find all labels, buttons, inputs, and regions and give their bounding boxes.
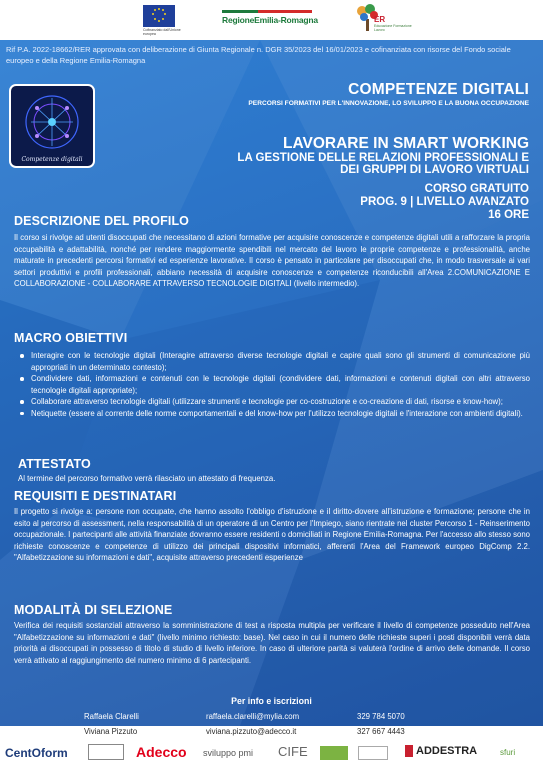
section-title-obiettivi: MACRO OBIETTIVI [14, 331, 128, 345]
section-text-attestato: Al termine del percorso formativo verrà rilasciato un attestato di frequenza. [18, 474, 276, 483]
partner-logo-small [88, 744, 124, 760]
list-item: Netiquette (essere al corrente delle norme comportamentali e del know-how per l'utilizzo tecnologie digitali e l'interazione con ambienti digitali). [20, 408, 530, 420]
section-text-selezione: Verifica dei requisiti sostanziali attraverso la somministrazione di test a risposta multipla per verificare il livello di competenze posseduto nell'Area "Alfabetizzazione su informazioni e dati" (livello minimo richiesto: base). Nel caso in cui il numero delle richieste superi i posti disponibili verrà data priorità ai disoccupati in possesso di titolo di studio di livello inferiore. In caso di ulteriore parità si valuterà l'ordine di arrivo delle domande. Il corso verrà attivato al raggiungimento del numero minimo di 6 partecipanti. [14, 621, 530, 665]
centoform-logo: CentOform [5, 746, 68, 760]
section-title-requisiti: REQUISITI E DESTINATARI [14, 489, 177, 503]
project-reference: Rif P.A. 2022-18662/RER approvata con deliberazione di Giunta Regionale n. DGR 35/2023 del 16/01/2023 e cofinanziata con risorse del Fondo sociale europeo e della Regione Emilia-Romagna [6, 45, 511, 65]
list-item: Interagire con le tecnologie digitali (Interagire attraverso diverse tecnologie digitali e capire quali sono gli strumenti di comunicazione più appropriati in un determinato contesto); [20, 350, 530, 373]
list-item: Collaborare attraverso tecnologie digitali (utilizzare strumenti e tecnologie per co-costruzione e co-creazione di dati, risorse e know-how); [20, 396, 530, 408]
contact-phone-1[interactable]: 329 784 5070 [357, 712, 405, 721]
course-hours: 16 ORE [488, 209, 529, 221]
er-subtitle: Educazione Formazione Lavoro [374, 24, 412, 32]
er-mark: ER [374, 15, 386, 24]
objectives-list [20, 350, 530, 420]
footer-logos [0, 726, 543, 768]
partner-logo-box [358, 746, 388, 760]
circuit-brain-icon [11, 86, 93, 166]
sviluppo-pmi-logo: sviluppo pmi [203, 748, 254, 758]
contact-email-1[interactable]: raffaela.clarelli@mylia.com [206, 712, 300, 721]
section-text-profilo: Il corso si rivolge ad utenti disoccupati che necessitano di azioni formative per acquisire conoscenze e competenze digitali utili a rafforzare la propria occupabilità e adattabilità, nonché per rendere maggiormente spendibili nel mercato del lavoro le proprie competenze e professionalità, anche maturate in precedenti percorsi formativi ed esperienze lavorative. Il corso è pensato in particolare per disoccupati che, in modo trasversale ai vari settori produttivi e profili professionali, abbiano necessità di acquisire conoscenze e competenze riconducibili all'Area 2.COMUNICAZIONE E COLLABORAZIONE - COLLABORARE ATTRAVERSO TECNOLOGIE DIGITALI (livello intermedio). [14, 233, 530, 289]
regione-emilia-romagna-logo: RegioneEmilia-Romagna [222, 15, 318, 25]
er-logo [355, 3, 415, 35]
section-title-attestato: ATTESTATO [18, 457, 91, 471]
flyer-body [0, 40, 543, 726]
headline-main: COMPETENZE DIGITALI [348, 81, 529, 98]
course-subtitle-line-1: LA GESTIONE DELLE RELAZIONI PROFESSIONALI E [237, 152, 529, 164]
adecco-logo: Adecco [136, 744, 187, 760]
header-logos [0, 0, 543, 40]
contact-name-2: Viviana Pizzuto [84, 727, 138, 736]
course-title: LAVORARE IN SMART WORKING [283, 135, 529, 152]
course-level: PROG. 9 | LIVELLO AVANZATO [360, 196, 529, 208]
list-item: Condividere dati, informazioni e contenuti con le tecnologie digitali (condividere dati, informazioni e contenuti digitali con altri attraverso tecnologie digitali appropriate); [20, 373, 530, 396]
contact-name-1: Raffaela Clarelli [84, 712, 139, 721]
section-title-selezione: MODALITÀ DI SELEZIONE [14, 603, 173, 617]
headline-sub: PERCORSI FORMATIVI PER L'INNOVAZIONE, LO SVILUPPO E LA BUONA OCCUPAZIONE [248, 100, 529, 107]
addestra-logo: ADDESTRA [405, 745, 477, 757]
eu-flag-logo [143, 5, 175, 27]
partner-logo-green [320, 746, 348, 760]
cife-logo: CIFE [278, 744, 308, 759]
course-subtitle-line-2: DEI GRUPPI DI LAVORO VIRTUALI [340, 164, 529, 176]
contact-email-2[interactable]: viviana.pizzuto@adecco.it [206, 727, 297, 736]
info-title: Per info e iscrizioni [231, 696, 312, 706]
course-free-label: CORSO GRATUITO [424, 183, 529, 195]
section-title-profilo: DESCRIZIONE DEL PROFILO [14, 214, 189, 228]
eu-caption: Cofinanziato dall'Unione europea [143, 28, 181, 36]
contact-phone-2[interactable]: 327 667 4443 [357, 727, 405, 736]
sfuri-logo: sfuri [500, 748, 516, 757]
section-text-requisiti: Il progetto si rivolge a: persone non occupate, che hanno assolto l'obbligo d'istruzione e il diritto-dovere all'istruzione e formazione; persone che in esito al percorso di assessment, nella responsabilità di un operatore di un Centro per l'Impiego, siano rientrate nel cluster Percorso 1 - Reinserimento occupazionale. I partecipanti alle attività finanziate dovranno essere residenti o domiciliati in Regione Emilia-Romagna. Per l'accesso allo stesso sono richieste conoscenze e competenze di utilizzo dei principali dispositivi informatici, afferenti l'Area del Framework europeo DigComp 2.2. "Alfabetizzazione su informazioni e dati", acquisite attraverso precedenti esperienze [14, 507, 530, 563]
course-logo [9, 84, 95, 168]
course-logo-caption: Competenze digitali [21, 156, 83, 163]
